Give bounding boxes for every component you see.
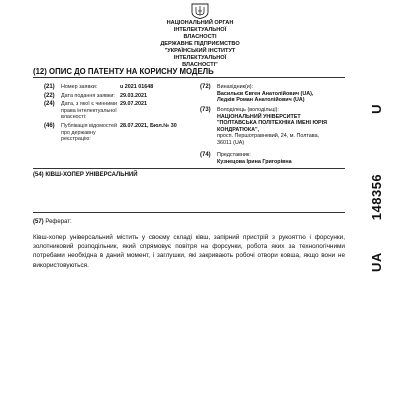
field-code: (54) [33, 172, 44, 178]
header-line: ІНТЕЛЕКТУАЛЬНОЇ [173, 27, 227, 33]
issuing-authority-header [80, 20, 320, 69]
field-21-label: Номер заявки: [61, 84, 98, 90]
title-divider [33, 77, 345, 78]
field-46-label [61, 123, 117, 143]
inventor-name: Ледків Роман Анатолійович (UA) [217, 97, 305, 104]
trident-emblem-icon [191, 3, 209, 19]
owner-label: Володілець (володільці): [217, 107, 279, 113]
field-24-label [61, 101, 117, 121]
label-line: реєстрацію: [61, 136, 91, 143]
patent-number-vertical [369, 104, 384, 272]
label-line: права інтелектуальної [61, 107, 117, 114]
representative-name: Кузнецова Ірина Григорівна [217, 158, 292, 165]
field-code: (73) [200, 107, 211, 113]
representative-block [217, 152, 292, 165]
owner-address-line: 36011 (UA) [217, 139, 245, 146]
field-72 [200, 84, 211, 91]
field-74 [200, 152, 211, 159]
header-line: НАЦІОНАЛЬНИЙ ОРГАН [166, 20, 234, 26]
field-code: (46) [44, 123, 55, 129]
owner-name-line: НАЦІОНАЛЬНИЙ УНІВЕРСИТЕТ [217, 113, 301, 120]
document-kind: U [369, 103, 384, 114]
fields-divider [33, 168, 345, 169]
country-code: UA [369, 252, 384, 272]
application-number: u 2021 01648 [120, 84, 154, 90]
label-line: Дата, з якої є чинними [61, 101, 117, 107]
owner-name-line: КОНДРАТЮКА", [217, 126, 260, 133]
field-22 [44, 93, 55, 100]
rights-effective-date: 29.07.2021 [120, 101, 147, 107]
field-code: (74) [200, 152, 211, 158]
representative-label: Представник: [217, 152, 251, 158]
field-code: (22) [44, 93, 55, 99]
header-line: ДЕРЖАВНЕ ПІДПРИЄМСТВО [160, 41, 240, 47]
header-line: ВЛАСНОСТІ [183, 34, 217, 40]
owner-address-line: просп. Першотравневий, 24, м. Полтава, [217, 133, 320, 140]
inventors-block [217, 84, 313, 104]
filing-date: 29.03.2021 [120, 93, 147, 99]
header-line: ІНТЕЛЕКТУАЛЬНОЇ [173, 55, 227, 61]
owner-name-line: "ПОЛТАВСЬКА ПОЛІТЕХНІКА ІМЕНІ ЮРІЯ [217, 120, 328, 127]
field-73 [200, 107, 211, 114]
publication-info: 28.07.2021, Бюл.№ 30 [120, 123, 177, 129]
label-line: Публікація відомостей [61, 123, 118, 129]
inventors-label: Винахідник(и): [217, 84, 254, 90]
patent-number: 148356 [369, 173, 384, 221]
header-line: ВЛАСНОСТІ" [182, 62, 218, 68]
title-section-divider [33, 212, 345, 213]
section-57 [33, 219, 72, 226]
label-line: власності: [61, 114, 87, 121]
inventor-name: Васильєв Євген Анатолійович (UA), [217, 90, 314, 97]
field-24 [44, 101, 55, 108]
field-22-label: Дата подання заявки: [61, 93, 115, 99]
header-line: "УКРАЇНСЬКИЙ ІНСТИТУТ [164, 48, 236, 54]
abstract-text: Ківш-хопер універсальний містить у своєму складі ківш, запірний пристрій з рукояттю і форсунки, золотниковий розподільник, який спрямовує повітря на форсунки, робота яких за технологічними потребами необхідна в даний момент, і заглушки, які закривають робочі отвори ковша, якщо вони не використовуються. [33, 234, 345, 269]
field-code: (24) [44, 101, 55, 107]
utility-model-title: КІВШ-ХОПЕР УНІВЕРСАЛЬНИЙ [45, 172, 138, 178]
title-code: (12) [33, 67, 47, 76]
title-text: ОПИС ДО ПАТЕНТУ НА КОРИСНУ МОДЕЛЬ [49, 67, 214, 76]
field-46 [44, 123, 55, 130]
field-code: (57) [33, 219, 44, 225]
field-code: (72) [200, 84, 211, 90]
label-line: про державну [61, 129, 96, 136]
owner-block [217, 107, 327, 147]
field-code: (21) [44, 84, 55, 90]
document-title [33, 67, 214, 76]
section-54 [33, 172, 138, 179]
abstract-label: Реферат: [45, 219, 72, 225]
field-21 [44, 84, 55, 91]
